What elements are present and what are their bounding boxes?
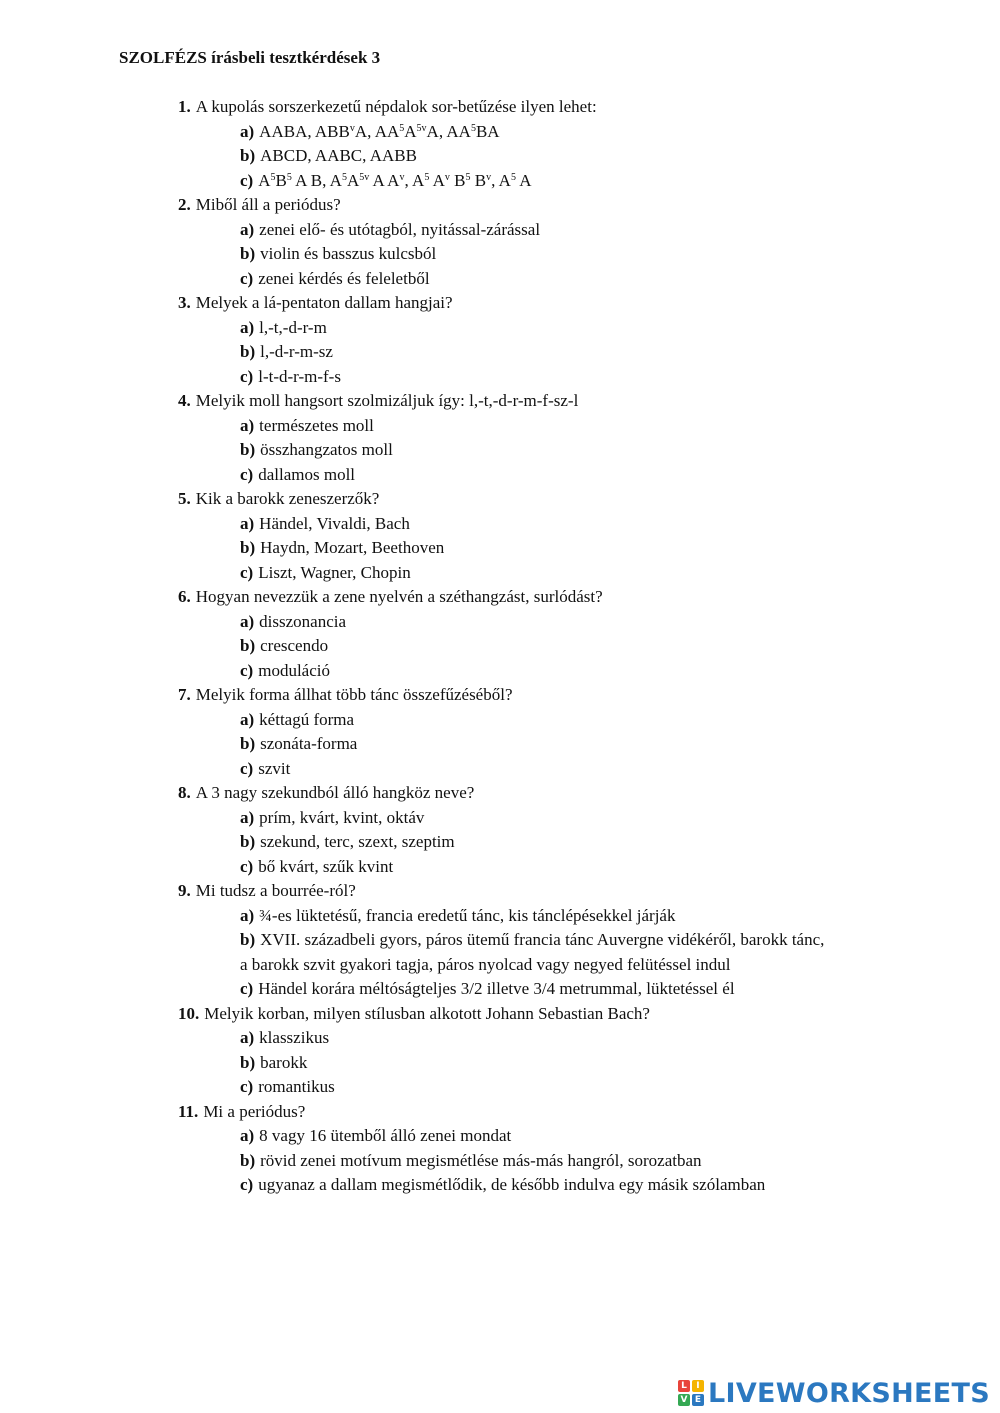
answer-option[interactable] — [178, 1173, 978, 1198]
question-1 — [178, 95, 978, 193]
answer-option[interactable] — [178, 708, 978, 733]
answer-option-text: Liszt, Wagner, Chopin — [258, 562, 411, 582]
answer-option[interactable] — [178, 855, 978, 880]
question-text — [178, 193, 978, 218]
answer-option-label: a) — [240, 121, 255, 141]
question-text — [178, 683, 978, 708]
question-text — [178, 291, 978, 316]
question-11 — [178, 1100, 978, 1198]
answer-option-label: a) — [240, 1126, 255, 1145]
answer-option-text: AABA, ABB$^v$A, $AA^5A^{5v}A$, $AA^5BA$ — [259, 121, 500, 141]
logo-mark-tile: E — [692, 1394, 704, 1406]
answer-option-text: szvit — [258, 758, 291, 778]
answer-option[interactable] — [178, 732, 978, 757]
question-prompt: Hogyan nevezzük a zene nyelvén a széthangzást, surlódást? — [195, 587, 603, 606]
answer-option-text: összhangzatos moll — [260, 440, 393, 459]
question-prompt: Mi a periódus? — [203, 1101, 306, 1121]
answer-option-text: szonáta-forma — [260, 734, 358, 753]
answer-option-label: b) — [240, 1052, 256, 1072]
question-text — [178, 389, 978, 414]
answer-option-text: l,-t,-d-r-m — [259, 317, 327, 337]
answer-option[interactable] — [178, 169, 978, 194]
question-5 — [178, 487, 978, 585]
answer-option-text: 8 vagy 16 ütemből álló zenei mondat — [259, 1126, 512, 1145]
answer-option-text: bő kvárt, szűk kvint — [258, 856, 394, 876]
answer-option-text: kéttagú forma — [259, 709, 355, 729]
question-prompt: A 3 nagy szekundból álló hangköz neve? — [195, 783, 475, 802]
answer-option[interactable] — [178, 634, 978, 659]
answer-option-label: b) — [240, 734, 256, 753]
answer-option[interactable] — [178, 953, 978, 978]
answer-option-label: c) — [240, 170, 254, 190]
answer-option-text: $A^5B^5$ A B, $A^5A^{5v}$ A $A^v$, $A^5$ $A^v$ $B^5$ $B^v$, $A^5$ A — [258, 170, 532, 190]
question-text — [178, 95, 978, 120]
answer-option-label: c) — [240, 1077, 254, 1096]
question-list — [178, 95, 978, 1198]
logo-mark-tile: L — [678, 1380, 690, 1392]
answer-option-label: a) — [240, 807, 255, 827]
question-number: 3. — [178, 293, 191, 312]
question-number: 5. — [178, 489, 191, 508]
question-prompt: Melyik moll hangsort szolmizáljuk így: l,-t,-d-r-m-f-sz-l — [195, 391, 579, 410]
answer-option-text: klasszikus — [259, 1028, 330, 1047]
answer-option-label: b) — [240, 930, 256, 949]
answer-option[interactable] — [178, 340, 978, 365]
question-number: 11. — [178, 1101, 199, 1121]
answer-option[interactable] — [178, 1124, 978, 1149]
question-prompt: Mi tudsz a bourrée-ról? — [195, 881, 356, 900]
answer-option-label: b) — [240, 440, 256, 459]
question-text — [178, 879, 978, 904]
question-9 — [178, 879, 978, 1002]
answer-option-label: c) — [240, 856, 254, 876]
answer-option-label: b) — [240, 244, 256, 263]
answer-option-text: violin és basszus kulcsból — [260, 244, 437, 263]
answer-option-text: romantikus — [258, 1077, 335, 1096]
answer-option-label: c) — [240, 1175, 254, 1194]
logo-mark-tile: I — [692, 1380, 704, 1392]
answer-option[interactable] — [178, 242, 978, 267]
answer-option-label: c) — [240, 562, 254, 582]
answer-option-text: XVII. századbeli gyors, páros ütemű francia tánc Auvergne vidékéről, barokk tánc, — [260, 930, 825, 949]
answer-option-text: zenei elő- és utótagból, nyitással-zárással — [259, 219, 541, 239]
answer-option-text: szekund, terc, szext, szeptim — [260, 832, 455, 851]
logo-mark-tile: V — [678, 1394, 690, 1406]
question-number: 10. — [178, 1003, 200, 1023]
question-number: 9. — [178, 881, 191, 900]
answer-option-text: ¾-es lüktetésű, francia eredetű tánc, kis tánclépésekkel járják — [259, 905, 676, 925]
answer-option[interactable] — [178, 267, 978, 292]
answer-option[interactable] — [178, 904, 978, 929]
answer-option[interactable] — [178, 561, 978, 586]
answer-option-label: a) — [240, 709, 255, 729]
answer-option[interactable] — [178, 1051, 978, 1076]
question-text — [178, 781, 978, 806]
answer-option-label: b) — [240, 636, 256, 655]
answer-option[interactable] — [178, 928, 978, 953]
liveworksheets-logo-icon — [678, 1380, 704, 1406]
answer-option-text: természetes moll — [259, 415, 374, 435]
question-text — [178, 585, 978, 610]
answer-option[interactable] — [178, 512, 978, 537]
answer-option-label: b) — [240, 538, 256, 557]
answer-option-label: c) — [240, 979, 254, 998]
answer-option[interactable] — [178, 218, 978, 243]
answer-option-label: c) — [240, 464, 254, 484]
answer-option[interactable] — [178, 438, 978, 463]
answer-option[interactable] — [178, 365, 978, 390]
question-2 — [178, 193, 978, 291]
answer-option-label: a) — [240, 415, 255, 435]
liveworksheets-logo[interactable] — [678, 1376, 990, 1410]
answer-option[interactable] — [178, 1149, 978, 1174]
answer-option-label: b) — [240, 146, 256, 165]
logo-text: LIVEWORKSHEETS — [707, 1377, 990, 1409]
answer-option-label: c) — [240, 366, 254, 386]
question-prompt: Melyik korban, milyen stílusban alkotott Johann Sebastian Bach? — [204, 1003, 650, 1023]
question-text — [178, 1002, 978, 1027]
question-prompt: Melyik forma állhat több tánc összefűzéséből? — [195, 685, 513, 704]
answer-option[interactable] — [178, 120, 978, 145]
question-prompt: A kupolás sorszerkezetű népdalok sor-betűzése ilyen lehet: — [195, 97, 597, 116]
question-prompt: Melyek a lá-pentaton dallam hangjai? — [195, 293, 453, 312]
question-number: 7. — [178, 685, 191, 704]
answer-option[interactable] — [178, 806, 978, 831]
answer-option-label: b) — [240, 832, 256, 851]
question-number: 4. — [178, 391, 191, 410]
answer-option[interactable] — [178, 977, 978, 1002]
answer-option-label: a) — [240, 611, 255, 631]
answer-option-text: Händel korára méltóságteljes 3/2 illetve 3/4 metrummal, lüktetéssel él — [258, 979, 735, 998]
answer-option[interactable] — [178, 830, 978, 855]
question-6 — [178, 585, 978, 683]
answer-option-text: moduláció — [258, 660, 330, 680]
answer-option-label: c) — [240, 660, 254, 680]
answer-option-label: c) — [240, 758, 254, 778]
answer-option-label: a) — [240, 513, 255, 533]
question-text — [178, 487, 978, 512]
answer-option-label: b) — [240, 342, 256, 361]
answer-option-label: a) — [240, 317, 255, 337]
question-number: 6. — [178, 587, 191, 606]
answer-option-text: l,-d-r-m-sz — [260, 342, 333, 361]
question-text — [178, 1100, 978, 1125]
answer-option-label: a) — [240, 1028, 255, 1047]
answer-option-text: crescendo — [260, 636, 329, 655]
answer-option-text: rövid zenei motívum megismétlése más-más hangról, sorozatban — [260, 1150, 702, 1170]
question-number: 2. — [178, 195, 191, 214]
answer-option[interactable] — [178, 757, 978, 782]
page-title: SZOLFÉZS írásbeli tesztkérdések 3 — [119, 48, 381, 67]
answer-option[interactable] — [178, 1026, 978, 1051]
question-prompt: Miből áll a periódus? — [195, 195, 341, 214]
answer-option[interactable] — [178, 610, 978, 635]
question-8 — [178, 781, 978, 879]
answer-option-text: zenei kérdés és feleletből — [258, 268, 430, 288]
question-3 — [178, 291, 978, 389]
question-prompt: Kik a barokk zeneszerzők? — [195, 489, 380, 508]
answer-option[interactable] — [178, 144, 978, 169]
answer-option[interactable] — [178, 316, 978, 341]
answer-option[interactable] — [178, 463, 978, 488]
answer-option-label: b) — [240, 1150, 256, 1170]
answer-option-text: ABCD, AABC, AABB — [260, 146, 417, 165]
answer-option-label: c) — [240, 268, 254, 288]
answer-option-text: prím, kvárt, kvint, oktáv — [259, 807, 425, 827]
answer-option-text: disszonancia — [259, 611, 347, 631]
question-10 — [178, 1002, 978, 1100]
answer-option-text: barokk — [260, 1052, 308, 1072]
answer-option-label: a) — [240, 905, 255, 925]
question-4 — [178, 389, 978, 487]
answer-option[interactable] — [178, 659, 978, 684]
question-number: 1. — [178, 97, 191, 116]
answer-option-label: a) — [240, 219, 255, 239]
answer-option-text: ugyanaz a dallam megismétlődik, de később indulva egy másik szólamban — [258, 1175, 766, 1194]
answer-option-text: a barokk szvit gyakori tagja, páros nyolcad vagy negyed felütéssel indul — [240, 954, 731, 974]
question-number: 8. — [178, 783, 191, 802]
answer-option[interactable] — [178, 1075, 978, 1100]
answer-option-text: Händel, Vivaldi, Bach — [259, 513, 410, 533]
question-7 — [178, 683, 978, 781]
answer-option-text: l-t-d-r-m-f-s — [258, 366, 341, 386]
answer-option[interactable] — [178, 536, 978, 561]
answer-option-text: Haydn, Mozart, Beethoven — [260, 538, 445, 557]
answer-option[interactable] — [178, 414, 978, 439]
answer-option-text: dallamos moll — [258, 464, 356, 484]
